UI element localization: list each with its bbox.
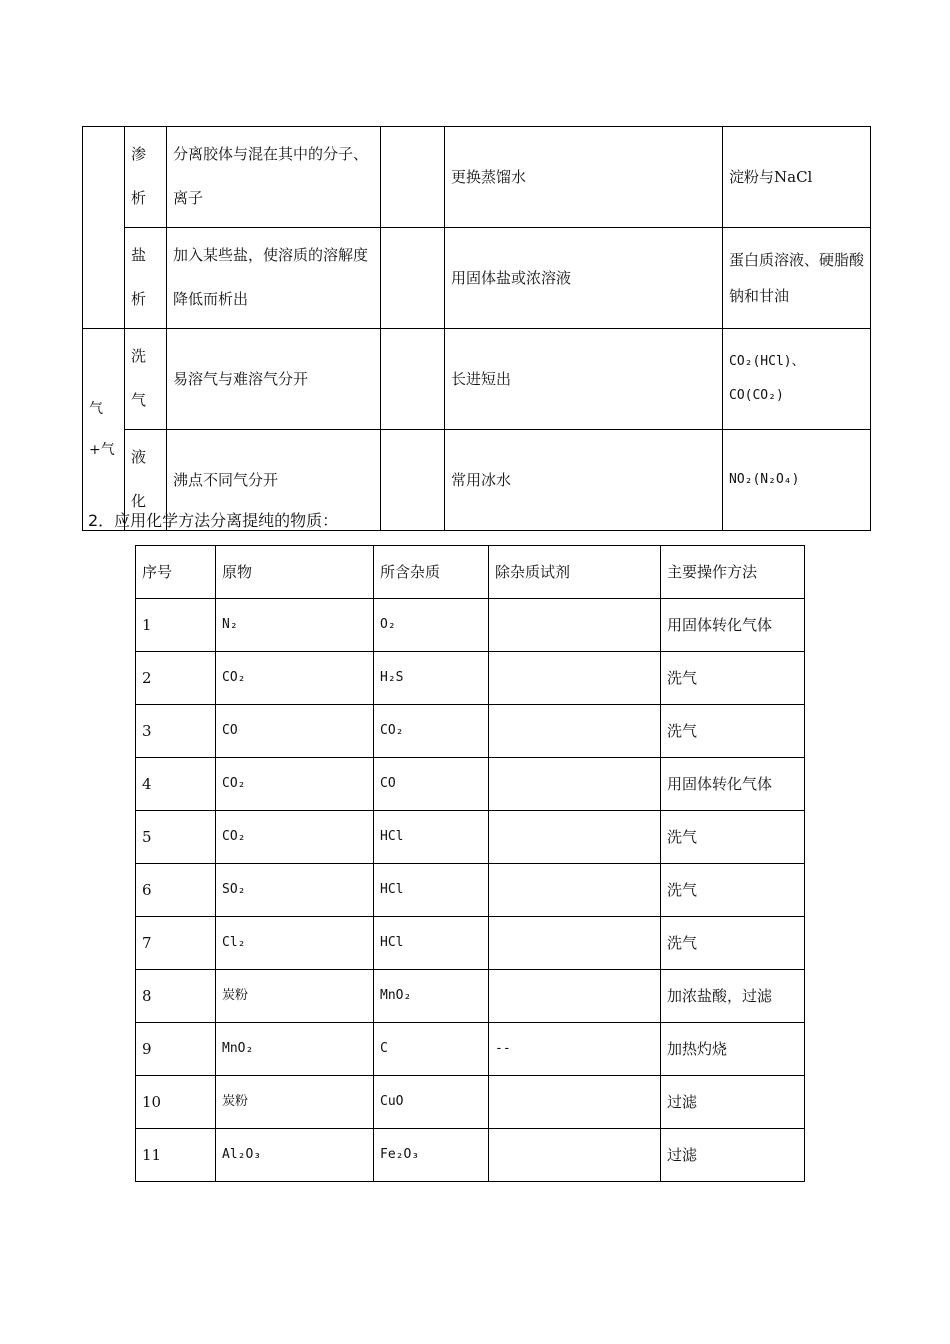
principle-cell: 易溶气与难溶气分开	[167, 329, 381, 430]
reagent-cell	[489, 917, 661, 970]
index-cell: 4	[136, 758, 216, 811]
table-row	[83, 329, 871, 430]
index-cell: 7	[136, 917, 216, 970]
substance-cell: Cl₂	[216, 917, 374, 970]
notes-cell: 长进短出	[445, 329, 723, 430]
substance-cell: MnO₂	[216, 1023, 374, 1076]
impurity-cell: CO₂	[374, 705, 489, 758]
operation-cell: 洗气	[661, 864, 805, 917]
header-reagent: 除杂质试剂	[489, 546, 661, 599]
impurity-cell: HCl	[374, 811, 489, 864]
substance-cell: 炭粉	[216, 970, 374, 1023]
substance-cell: 炭粉	[216, 1076, 374, 1129]
index-cell: 2	[136, 652, 216, 705]
impurity-cell: O₂	[374, 599, 489, 652]
method-cell: 盐析	[125, 228, 167, 329]
table-row	[136, 652, 805, 705]
table-row	[136, 1129, 805, 1182]
principle-cell: 分离胶体与混在其中的分子、离子	[167, 127, 381, 228]
table-row	[136, 970, 805, 1023]
operation-cell: 洗气	[661, 811, 805, 864]
example-cell	[723, 329, 871, 430]
operation-cell: 加热灼烧	[661, 1023, 805, 1076]
reagent-cell	[489, 970, 661, 1023]
impurity-cell: Fe₂O₃	[374, 1129, 489, 1182]
operation-cell: 过滤	[661, 1129, 805, 1182]
reagent-cell	[489, 811, 661, 864]
example-cell: 淀粉与NaCl	[723, 127, 871, 228]
table-row	[136, 811, 805, 864]
header-substance: 原物	[216, 546, 374, 599]
substance-cell: CO	[216, 705, 374, 758]
substance-cell: Al₂O₃	[216, 1129, 374, 1182]
index-cell: 9	[136, 1023, 216, 1076]
index-cell: 10	[136, 1076, 216, 1129]
index-cell: 6	[136, 864, 216, 917]
example-cell: 蛋白质溶液、硬脂酸钠和甘油	[723, 228, 871, 329]
table-row	[83, 127, 871, 228]
header-index: 序号	[136, 546, 216, 599]
notes-cell: 常用冰水	[445, 430, 723, 531]
group-label-2: 气+气	[83, 329, 125, 531]
apparatus-cell	[381, 329, 445, 430]
table-row	[136, 758, 805, 811]
impurity-cell: HCl	[374, 864, 489, 917]
group-label-1	[83, 127, 125, 329]
method-cell: 液化	[125, 430, 167, 531]
reagent-cell	[489, 705, 661, 758]
reagent-cell	[489, 652, 661, 705]
index-cell: 11	[136, 1129, 216, 1182]
substance-cell: CO₂	[216, 652, 374, 705]
header-row	[136, 546, 805, 599]
example-cell: NO₂(N₂O₄)	[723, 430, 871, 531]
impurity-cell: C	[374, 1023, 489, 1076]
reagent-cell	[489, 1076, 661, 1129]
reagent-cell	[489, 1129, 661, 1182]
header-operation: 主要操作方法	[661, 546, 805, 599]
apparatus-cell	[381, 430, 445, 531]
reagent-cell: --	[489, 1023, 661, 1076]
operation-cell: 加浓盐酸，过滤	[661, 970, 805, 1023]
impurity-cell: HCl	[374, 917, 489, 970]
principle-cell: 沸点不同气分开	[167, 430, 381, 531]
operation-cell: 洗气	[661, 652, 805, 705]
reagent-cell	[489, 864, 661, 917]
substance-cell: N₂	[216, 599, 374, 652]
table-row	[136, 1023, 805, 1076]
example-line: CO₂(HCl)、	[729, 354, 805, 370]
table-row	[136, 917, 805, 970]
reagent-cell	[489, 599, 661, 652]
operation-cell: 洗气	[661, 705, 805, 758]
operation-cell: 洗气	[661, 917, 805, 970]
index-cell: 3	[136, 705, 216, 758]
table-row	[136, 1076, 805, 1129]
operation-cell: 用固体转化气体	[661, 758, 805, 811]
table-row	[136, 864, 805, 917]
index-cell: 8	[136, 970, 216, 1023]
chemical-purification-table	[135, 545, 805, 1182]
table-row	[83, 228, 871, 329]
method-cell: 渗析	[125, 127, 167, 228]
impurity-cell: MnO₂	[374, 970, 489, 1023]
apparatus-cell	[381, 127, 445, 228]
operation-cell: 过滤	[661, 1076, 805, 1129]
impurity-cell: H₂S	[374, 652, 489, 705]
separation-methods-table	[82, 126, 871, 531]
substance-cell: CO₂	[216, 811, 374, 864]
impurity-cell: CO	[374, 758, 489, 811]
index-cell: 5	[136, 811, 216, 864]
header-impurity: 所含杂质	[374, 546, 489, 599]
index-cell: 1	[136, 599, 216, 652]
table-row	[136, 599, 805, 652]
table-row	[136, 705, 805, 758]
substance-cell: CO₂	[216, 758, 374, 811]
principle-cell: 加入某些盐，使溶质的溶解度降低而析出	[167, 228, 381, 329]
method-cell: 洗气	[125, 329, 167, 430]
notes-cell: 用固体盐或浓溶液	[445, 228, 723, 329]
impurity-cell: CuO	[374, 1076, 489, 1129]
substance-cell: SO₂	[216, 864, 374, 917]
apparatus-cell	[381, 228, 445, 329]
example-line: CO(CO₂)	[729, 388, 784, 403]
reagent-cell	[489, 758, 661, 811]
operation-cell: 用固体转化气体	[661, 599, 805, 652]
notes-cell: 更换蒸馏水	[445, 127, 723, 228]
section-heading: 2．应用化学方法分离提纯的物质：	[88, 511, 339, 530]
